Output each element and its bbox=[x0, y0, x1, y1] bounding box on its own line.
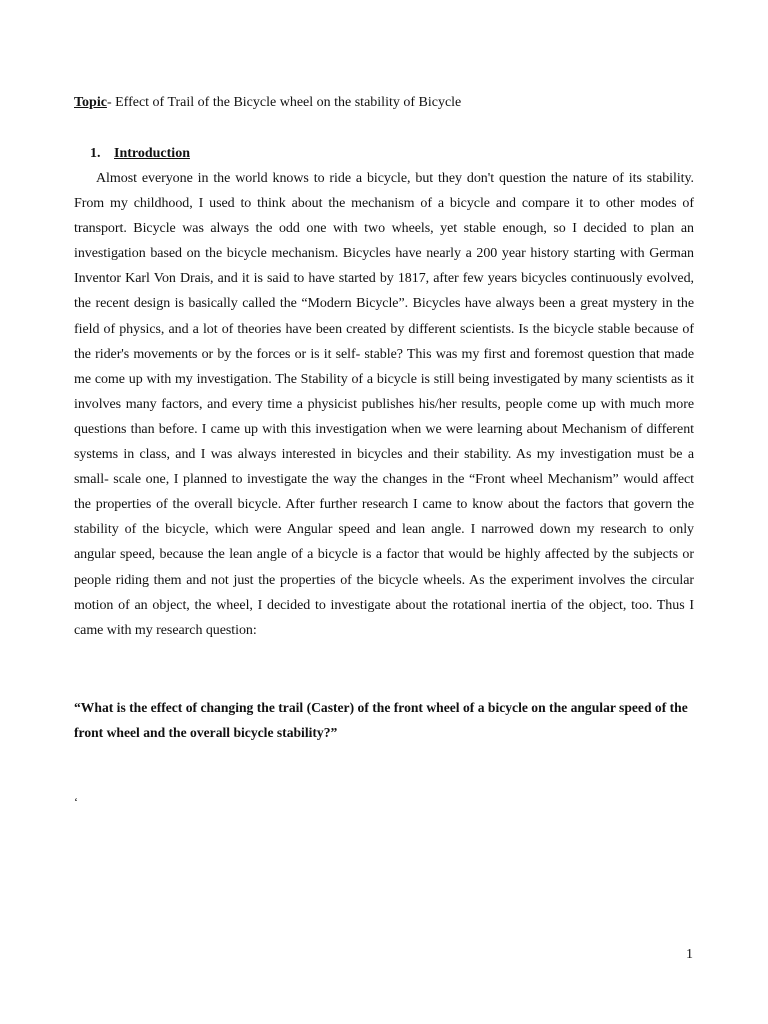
topic-line bbox=[74, 93, 714, 113]
introduction-paragraph: Almost everyone in the world knows to ride a bicycle, but they don't question the nature of its stability. From my childhood, I used to think about the mechanism of a bicycle and compare it to other modes of transport. Bicycle was always the odd one with two wheels, yet stable enough, so I decided to plan an investigation based on the bicycle mechanism. Bicycles have nearly a 200 year history starting with German Inventor Karl Von Drais, and it is said to have started by 1817, after few years bicycles continuously evolved, the recent design is basically called the “Modern Bicycle”. Bicycles have always been a great mystery in the field of physics, and a lot of theories have been created by different scientists. Is the bicycle stable because of the rider's movements or by the forces or is it self- stable? This was my first and foremost question that made me come up with my investigation. The Stability of a bicycle is still being investigated by many scientists as it involves many factors, and every time a physicist publishes his/her results, people come up with much more questions than before. I came up with this investigation when we were learning about Mechanism of different systems in class, and I was always interested in bicycles and their stability. As my investigation must be a small- scale one, I planned to investigate the way the changes in the “Front wheel Mechanism” would affect the properties of the overall bicycle. After further research I came to know about the factors that govern the stability of the bicycle, which were Angular speed and lean angle. I narrowed down my research to only angular speed, because the lean angle of a bicycle is a factor that would be highly affected by the subjects or people riding them and not just the properties of the bicycle wheels. As the experiment involves the circular motion of an object, the wheel, I decided to investigate about the rotational inertia of the object, too. Thus I came with my research question: bbox=[74, 171, 694, 638]
section-number: 1. bbox=[90, 146, 101, 161]
section-title: Introduction bbox=[114, 146, 190, 161]
section-heading bbox=[90, 144, 190, 164]
research-question: “What is the effect of changing the trail (Caster) of the front wheel of a bicycle on the angular speed of the front wheel and the overall bicycle stability?” bbox=[74, 700, 688, 740]
topic-label: Topic bbox=[74, 95, 107, 110]
page-number: 1 bbox=[686, 947, 693, 962]
stray-mark: ‘ bbox=[74, 795, 78, 809]
topic-text: - Effect of Trail of the Bicycle wheel on the stability of Bicycle bbox=[106, 95, 462, 110]
